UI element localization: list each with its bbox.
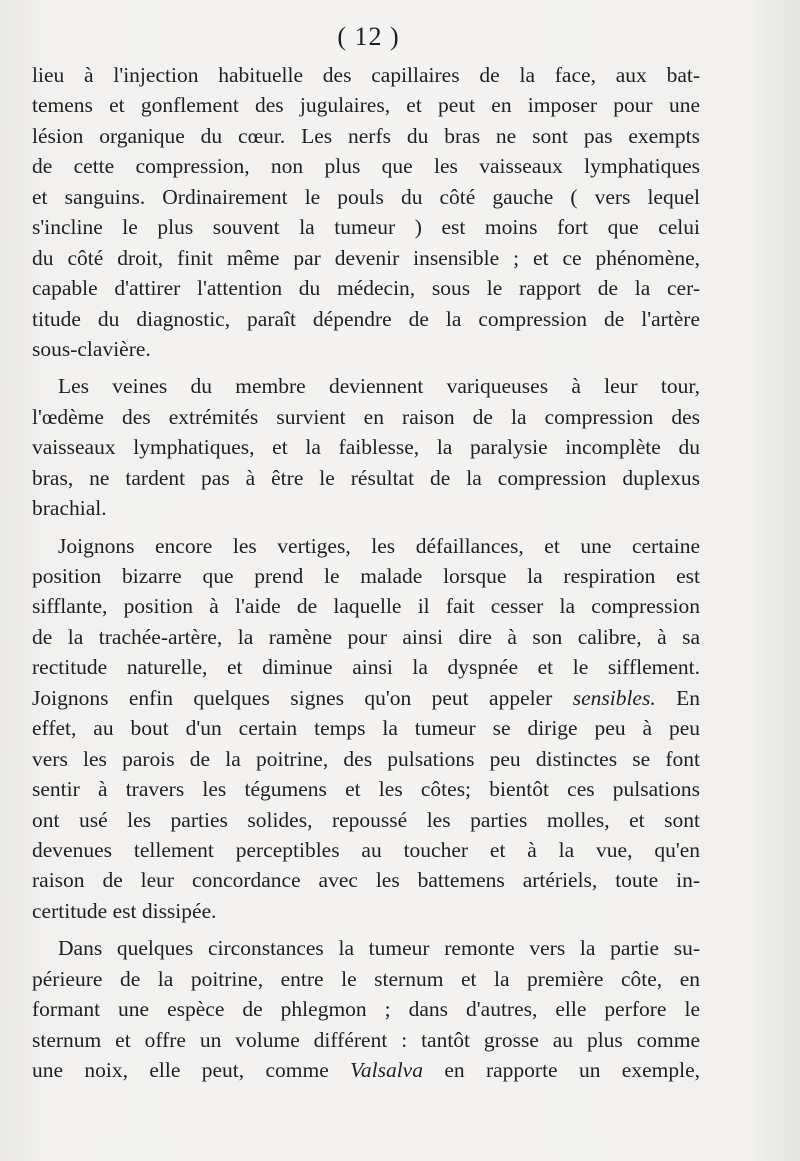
paragraph-4 xyxy=(32,933,700,1085)
paragraph-1 xyxy=(32,60,700,364)
text-line: temens et gonflement des jugulaires, et peut en imposer pour une xyxy=(32,93,700,118)
body-text xyxy=(32,60,700,1085)
text-line: ont usé les parties solides, repoussé les parties molles, et sont xyxy=(32,807,700,832)
text-line-with-italic xyxy=(32,683,700,713)
text-line: vers les parois de la poitrine, des pulsations peu distinctes se font xyxy=(32,746,700,771)
text-line: sternum et offre un volume différent : tantôt grosse au plus comme xyxy=(32,1027,700,1052)
text-line: effet, au bout d'un certain temps la tumeur se dirige peu à peu xyxy=(32,716,700,741)
text-segment: en rapporte un exemple, xyxy=(444,1058,701,1082)
italic-term: sensibles. xyxy=(572,685,656,710)
text-line: de cette compression, non plus que les vaisseaux lymphatiques xyxy=(32,154,700,179)
text-line-with-italic xyxy=(32,1055,700,1085)
text-segment: En xyxy=(676,685,700,710)
text-line: vaisseaux lymphatiques, et la faiblesse, la paralysie incomplète du xyxy=(32,435,700,460)
text-line: périeure de la poitrine, entre le sternum et la première côte, en xyxy=(32,966,700,991)
paragraph-gap xyxy=(32,926,700,933)
text-segment: une noix, elle peut, comme xyxy=(32,1058,329,1082)
text-line: certitude est dissipée. xyxy=(32,898,217,923)
text-line: et sanguins. Ordinairement le pouls du côté gauche ( vers lequel xyxy=(32,184,700,209)
text-line: rectitude naturelle, et diminue ainsi la dyspnée et le sifflement. xyxy=(32,655,700,680)
text-line: Les veines du membre deviennent variqueuses à leur tour, xyxy=(58,374,700,399)
text-line: Joignons encore les vertiges, les défaillances, et une certaine xyxy=(58,533,700,558)
text-line: lieu à l'injection habituelle des capillaires de la face, aux bat- xyxy=(32,63,700,87)
text-line: sifflante, position à l'aide de laquelle il fait cesser la compression xyxy=(32,594,700,619)
text-line: sous-clavière. xyxy=(32,336,151,361)
page-number: ( 12 ) xyxy=(337,22,400,51)
text-line: devenues tellement perceptibles au toucher et à la vue, qu'en xyxy=(32,837,700,862)
text-line: bras, ne tardent pas à être le résultat de la compression duplexus xyxy=(32,465,700,490)
italic-name: Valsalva xyxy=(350,1058,423,1082)
text-line: titude du diagnostic, paraît dépendre de la compression de l'artère xyxy=(32,306,700,331)
paragraph-gap xyxy=(32,524,700,531)
text-line: formant une espèce de phlegmon ; dans d'autres, elle perfore le xyxy=(32,997,700,1022)
paragraph-2 xyxy=(32,371,700,523)
paragraph-gap xyxy=(32,364,700,371)
text-line: brachial. xyxy=(32,496,107,521)
text-segment: Joignons enfin quelques signes qu'on peut appeler xyxy=(32,685,553,710)
text-line: raison de leur concordance avec les battemens artériels, toute in- xyxy=(32,868,700,893)
text-line: du côté droit, finit même par devenir insensible ; et ce phénomène, xyxy=(32,245,700,270)
text-line: position bizarre que prend le malade lorsque la respiration est xyxy=(32,564,700,588)
text-line: l'œdème des extrémités survient en raison de la compression des xyxy=(32,404,700,429)
text-line: lésion organique du cœur. Les nerfs du bras ne sont pas exempts xyxy=(32,123,700,148)
text-line: s'incline le plus souvent la tumeur ) est moins fort que celui xyxy=(32,215,700,240)
text-line: Dans quelques circonstances la tumeur remonte vers la partie su- xyxy=(58,936,700,961)
text-line: de la trachée-artère, la ramène pour ainsi dire à son calibre, à sa xyxy=(32,624,700,649)
text-line: capable d'attirer l'attention du médecin, sous le rapport de la cer- xyxy=(32,276,700,301)
text-line: sentir à travers les tégumens et les côtes; bientôt ces pulsations xyxy=(32,777,700,802)
paragraph-3 xyxy=(32,531,700,927)
